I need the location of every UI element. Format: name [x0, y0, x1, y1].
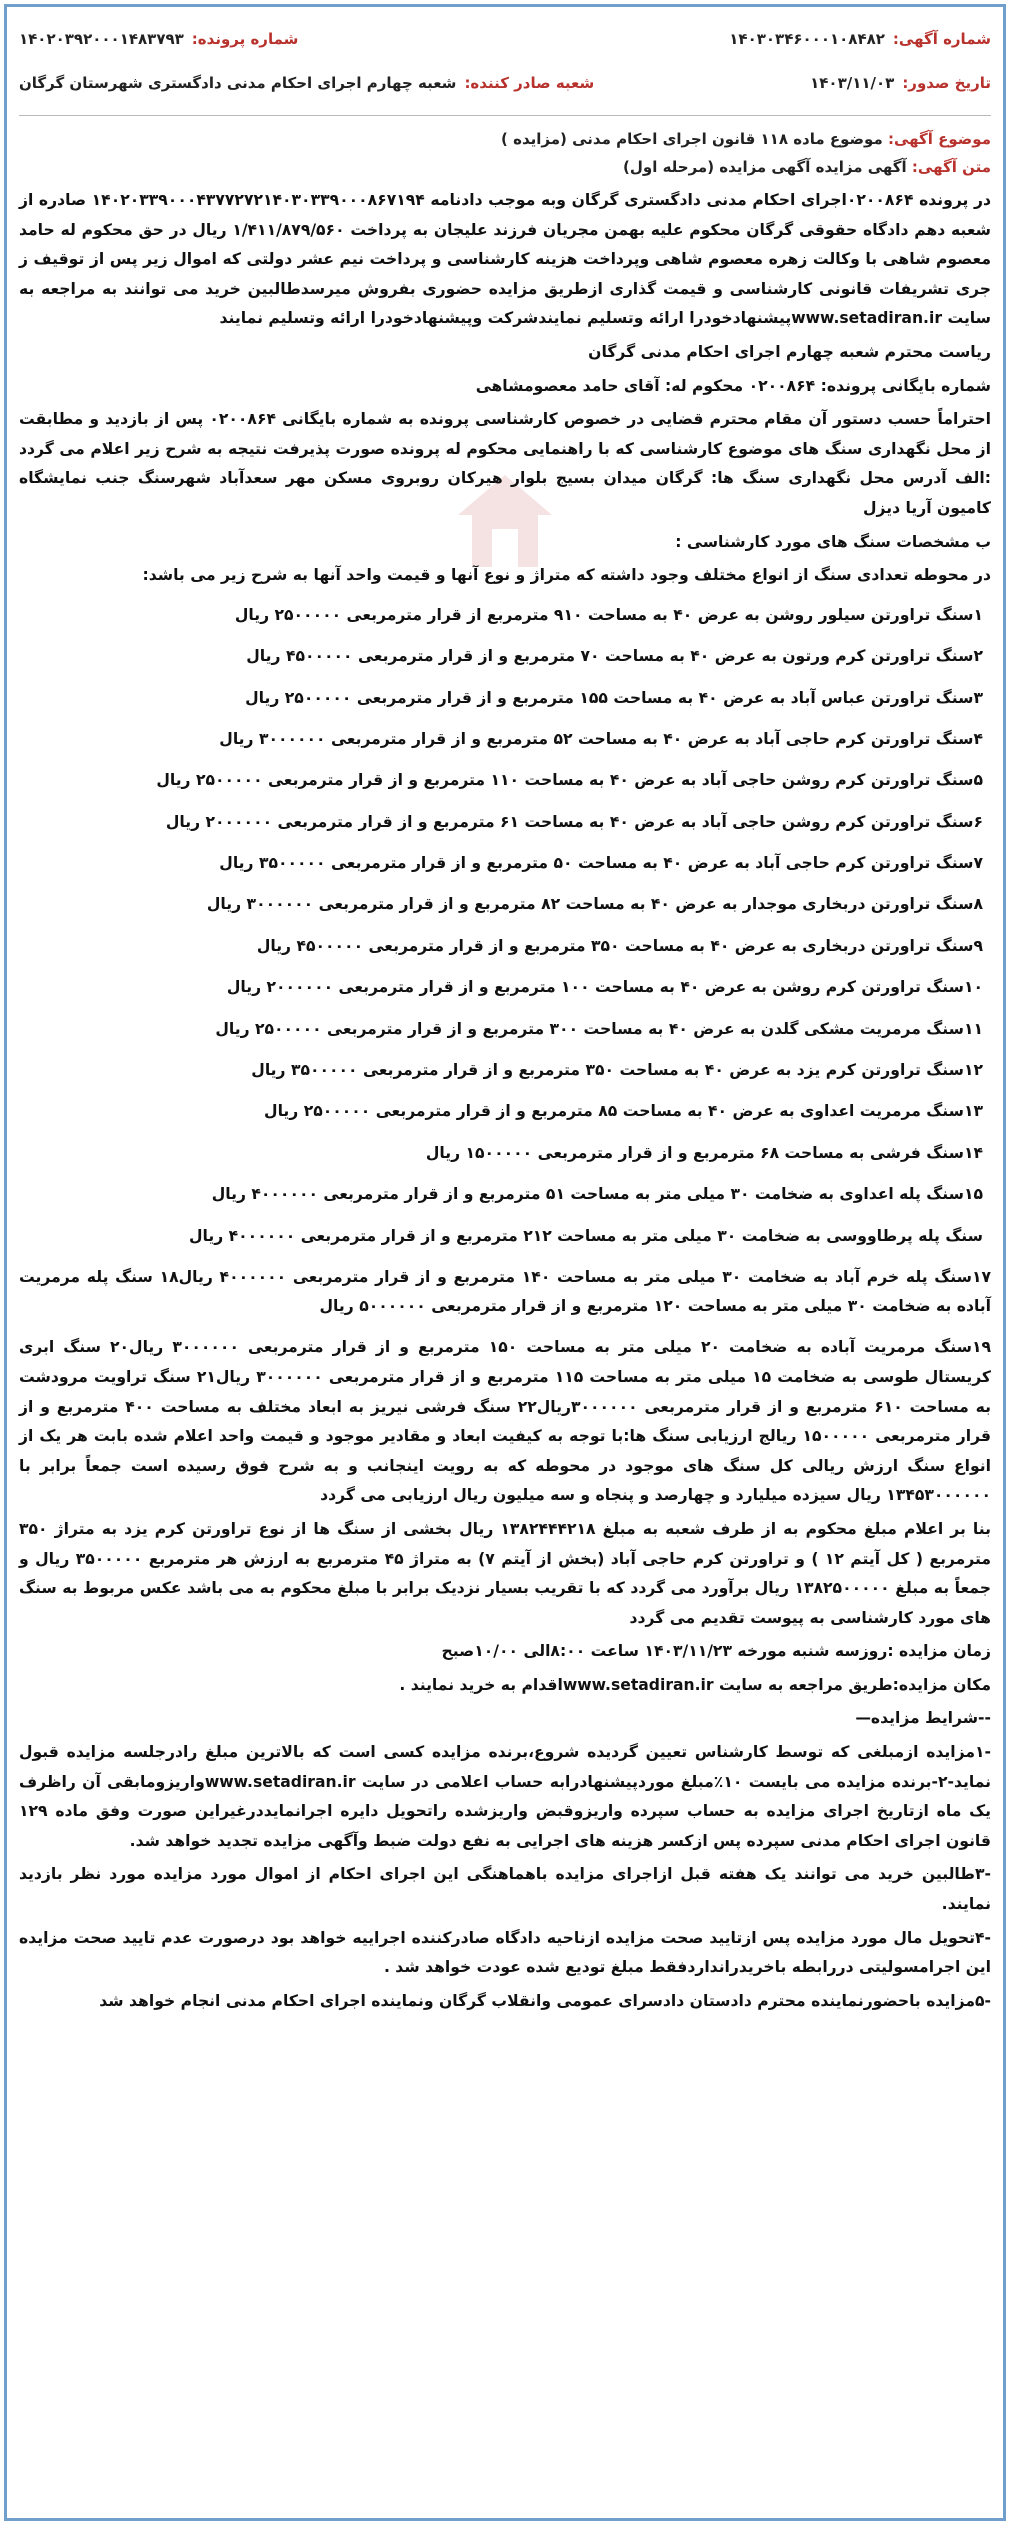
ad-body — [19, 186, 991, 591]
spec-heading: ب مشخصات سنگ های مورد کارشناسی : — [675, 532, 991, 551]
conditions-heading: --شرایط مزایده— — [855, 1709, 991, 1728]
issuer-label: شعبه صادر کننده: — [464, 74, 595, 92]
subject-label: موضوع آگهی: — [887, 130, 991, 148]
issue-date-label: تاریخ صدور: — [902, 74, 991, 92]
list-item: ۱۳سنگ مرمریت اعداوی به عرض ۴۰ به مساحت ۸۵ مترمربع و از قرار مترمربعی ۲۵۰۰۰۰۰ ریال — [264, 1102, 983, 1121]
list-item: ۹سنگ تراورتن دربخاری به عرض ۴۰ به مساحت ۳۵۰ مترمربع و از قرار مترمربعی ۴۵۰۰۰۰۰ ریال — [256, 936, 983, 955]
ad-text-row — [19, 158, 991, 176]
issuer — [19, 74, 594, 92]
issue-date — [810, 74, 991, 92]
auction-place: مکان مزایده:طریق مراجعه به سایت www.setadiran.irاقدام به خرید نمایند . — [399, 1675, 991, 1694]
subject-value: موضوع ماده ۱۱۸ قانون اجرای احکام مدنی (مزایده ) — [501, 130, 883, 148]
list-item: سنگ پله پرطاووسی به ضخامت ۳۰ میلی متر به مساحت ۲۱۲ مترمربع و از قرار مترمربعی ۴۰۰۰۰۰۰ ریال — [188, 1226, 983, 1245]
judgment-amount-paragraph: بنا بر اعلام مبلغ محکوم به از طرف شعبه به مبلغ ۱۳۸۲۴۴۴۲۱۸ ریال بخشی از سنگ ها از نوع تراورتن کرم یزد به متراژ ۳۵۰ مترمربع ( کل آیتم ۱۲ ) و تراورتن کرم حاجی آباد (بخش از آیتم ۷) به متراژ ۴۵ مترمربع به ارزش هر مترمربع ۳۵۰۰۰۰۰ ریال و جمعاً به مبلغ ۱۳۸۲۵۰۰۰۰۰ ریال برآورد می گردد که با تقریب بسیار نزدیک برابر با مبلغ محکوم به می باشد عکس مربوط به سنگ های مورد کارشناسی به پیوست تقدیم می گردد — [19, 1519, 991, 1627]
list-item: ۶سنگ تراورتن کرم روشن حاجی آباد به عرض ۴۰ به مساحت ۶۱ مترمربع و از قرار مترمربعی ۲۰۰۰۰۰۰ ریال — [165, 812, 983, 831]
case-number-value: ۱۴۰۲۰۳۹۲۰۰۰۱۴۸۳۷۹۳ — [19, 30, 184, 48]
list-item: ۱۱سنگ مرمریت مشکی گلدن به عرض ۴۰ به مساحت ۳۰۰ مترمربع و از قرار مترمربعی ۲۵۰۰۰۰۰ ریال — [215, 1019, 983, 1038]
condition-3: -۳طالبین خرید می توانند یک هفته قبل ازاجرای مزایده باهماهنگی این اجرای احکام از اموال مورد مزایده مورد نظر بازدید نمایند. — [19, 1865, 991, 1914]
ad-text-label: متن آگهی: — [911, 158, 991, 176]
list-item: ۱۲سنگ تراورتن کرم یزد به عرض ۴۰ به مساحت ۳۵۰ مترمربع و از قرار مترمربعی ۳۵۰۰۰۰۰ ریال — [251, 1061, 983, 1080]
auction-time: زمان مزایده :روزسه شنبه مورخه ۱۴۰۳/۱۱/۲۳ ساعت ۸:۰۰الی ۱۰/۰۰صبح — [441, 1642, 991, 1661]
list-item: ۳سنگ تراورتن عباس آباد به عرض ۴۰ به مساحت ۱۵۵ مترمربع و از قرار مترمربعی ۲۵۰۰۰۰۰ ریال — [245, 688, 983, 707]
case-number-label: شماره پرونده: — [191, 30, 299, 48]
ad-number-label: شماره آگهی: — [892, 30, 991, 48]
addressee-line: ریاست محترم شعبه چهارم اجرای احکام مدنی گرگان — [588, 342, 991, 361]
list-item: ۱۴سنگ فرشی به مساحت ۶۸ مترمربع و از قرار مترمربعی ۱۵۰۰۰۰۰ ریال — [425, 1143, 983, 1162]
list-item: ۴سنگ تراورتن کرم حاجی آباد به عرض ۴۰ به مساحت ۵۲ مترمربع و از قرار مترمربعی ۳۰۰۰۰۰۰ ریال — [219, 729, 983, 748]
condition-5: -۵مزایده باحضورنماینده محترم دادستان دادسرای عمومی وانقلاب گرگان ونماینده اجرای احکام مدنی انجام خواهد شد — [99, 1991, 991, 2010]
issuer-value: شعبه چهارم اجرای احکام مدنی دادگستری شهرستان گرگان — [19, 74, 457, 92]
list-item: ۵سنگ تراورتن کرم روشن حاجی آباد به عرض ۴۰ به مساحت ۱۱۰ مترمربع و از قرار مترمربعی ۲۵۰۰۰۰۰ ریال — [156, 771, 983, 790]
header-divider — [19, 115, 991, 116]
condition-1-2: -۱مزایده ازمبلغی که توسط کارشناس تعیین گردیده شروع،برنده مزایده کسی است که بالاترین مبلغ رادرجلسه مزایده قبول نماید-۲-برنده مزایده می بایست ۱۰٪مبلغ موردپیشنهادرابه حساب اعلامی در سایت www.setadiran.irواریزومابقی آن راظرف یک ماه ازتاریخ اجرای مزایده به حساب سپرده واریزوقبض واریزشده راتحویل دایره اجرانمایددرغیراین صورت وفق ماده ۱۲۹ قانون اجرای احکام مدنی سپرده پس ازکسر هزینه های اجرایی به نفع دولت ضبط وآگهی مزایده تجدید خواهد شد. — [19, 1743, 992, 1850]
valuation-paragraph: ۱۹سنگ مرمریت آباده به ضخامت ۲۰ میلی متر به مساحت ۱۵۰ مترمربع و از قرار مترمربعی ۳۰۰۰۰۰۰ ریال۲۰ سنگ ابری کریستال طوسی به ضخامت ۱۵ میلی متر به مساحت ۱۱۵ مترمربع و از قرار مترمربعی ۳۰۰۰۰۰۰ ریال۲۱ سنگ تراویت مرودشت به مساحت ۶۱۰ مترمربع و از قرار مترمربعی ۳۰۰۰۰۰۰ریال۲۲ سنگ فرشی نیریز به ابعاد مختلف به مساحت ۴۰۰ مترمربع و از قرار مترمربعی ۱۵۰۰۰۰۰ ریالج ارزیابی سنگ ها:با توجه به کیفیت ابعاد و مقادیر موجود و قیمت واحد اعلام شده بابت هر یک از انواع سنگ ارزش ریالی کل سنگ های موجود در محوطه که به رویت اینجانب و به شرح فوق رسیده است جمعاً برابر با ۱۳۴۵۳۰۰۰۰۰۰ ریال سیزده میلیارد و چهارصد و پنجاه و سه میلیون ریال ارزیابی می گردد — [19, 1338, 992, 1505]
ad-text-value: آگهی مزایده آگهی مزایده (مرحله اول) — [623, 158, 907, 176]
issue-date-value: ۱۴۰۳/۱۱/۰۳ — [810, 74, 895, 92]
list-item: ۱۰سنگ تراورتن کرم روشن به عرض ۴۰ به مساحت ۱۰۰ مترمربع و از قرار مترمربعی ۲۰۰۰۰۰۰ ریال — [226, 978, 983, 997]
header-row-2 — [19, 61, 991, 105]
list-item: ۱۷سنگ پله خرم آباد به ضخامت ۳۰ میلی متر به مساحت ۱۴۰ مترمربع و از قرار مترمربعی ۴۰۰۰۰۰۰ ریال۱۸ سنگ پله مرمریت آباده به ضخامت ۳۰ میلی متر به مساحت ۱۲۰ مترمربع و از قرار مترمربعی ۵۰۰۰۰۰۰ ریال — [19, 1267, 991, 1315]
list-item: ۱سنگ تراورتن سیلور روشن به عرض ۴۰ به مساحت ۹۱۰ مترمربع از قرار مترمربعی ۲۵۰۰۰۰۰ ریال — [234, 605, 983, 624]
spec-intro: در محوطه تعدادی سنگ از انواع مختلف وجود داشته که متراژ و نوع آنها و قیمت واحد آنها به شرح زیر می باشد: — [142, 566, 991, 585]
header-row-1 — [19, 17, 991, 61]
stone-list — [19, 601, 991, 1321]
condition-4: -۴تحویل مال مورد مزایده پس ازتایید صحت مزایده ازناحیه دادگاه صادرکننده اجراییه خواهد بود درصورت عدم تایید صحت مزایده این اجرامسولیتی دررابطه باخریدرانداردفقط مبلغ تودیع شده عودت خواهد شد . — [19, 1928, 991, 1977]
ad-number-value: ۱۴۰۳۰۳۴۶۰۰۰۱۰۸۴۸۲ — [729, 30, 885, 48]
list-item: ۲سنگ تراورتن کرم ورتون به عرض ۴۰ به مساحت ۷۰ مترمربع و از قرار مترمربعی ۴۵۰۰۰۰۰ ریال — [246, 647, 983, 666]
case-number — [19, 30, 298, 48]
ad-frame — [4, 4, 1006, 2521]
expert-report-paragraph: احتراماً حسب دستور آن مقام محترم قضایی در خصوص کارشناسی پرونده به شماره بایگانی ۰۲۰۰۸۶۴ پس از بازدید و مطابقت از محل نگهداری سنگ های موضوع کارشناسی که با راهنمایی محکوم له پرونده صورت پذیرفت نتیجه به شرح زیر اعلام می گردد :الف آدرس محل نگهداری سنگ ها: گرگان میدان بسیج بلوار هیرکان روبروی مسکن مهر سعدآباد شهرسنگ جنب نمایشگاه کامیون آریا دیزل — [19, 410, 991, 517]
subject-row — [19, 130, 991, 148]
list-item: ۷سنگ تراورتن کرم حاجی آباد به عرض ۴۰ به مساحت ۵۰ مترمربع و از قرار مترمربعی ۳۵۰۰۰۰۰ ریال — [219, 854, 983, 873]
case-paragraph: در پرونده ۰۲۰۰۸۶۴اجرای احکام مدنی دادگستری گرگان وبه موجب دادنامه ۱۴۰۲۰۳۳۹۰۰۰۴۳۷۷۲۷۲۱۴۰۳۰۳۳۹۰۰۰۸۶۷۱۹۴ صادره از شعبه دهم دادگاه حقوقی گرگان محکوم علیه بهمن مجریان فرزند علیجان به پرداخت ۱/۴۱۱/۸۷۹/۵۶۰ ریال در حق محکوم له حامد معصوم شاهی با وکالت زهره معصوم شاهی وپرداخت هزینه کارشناسی و پرداخت نیم عشر دولتی که اموال زیر پس از توقیف ز جری تشریفات قانونی کارشناسی و قیمت گذاری ازطریق مزایده حضوری بفروش میرسدطالبین خرید می توانند به مراجعه به سایت www.setadiran.irپیشنهادخودرا ارائه وتسلیم نمایندشرکت وپیشنهادخودرا ارائه وتسلیم نمایند — [19, 191, 991, 328]
archive-line: شماره بایگانی پرونده: ۰۲۰۰۸۶۴ محکوم له: آقای حامد معصومشاهی — [475, 376, 991, 395]
closing-body — [19, 1333, 991, 2016]
ad-number — [729, 30, 991, 48]
list-item: ۸سنگ تراورتن دربخاری موجدار به عرض ۴۰ به مساحت ۸۲ مترمربع و از قرار مترمربعی ۳۰۰۰۰۰۰ ریال — [206, 895, 983, 914]
list-item: ۱۵سنگ پله اعداوی به ضخامت ۳۰ میلی متر به مساحت ۵۱ مترمربع و از قرار مترمربعی ۴۰۰۰۰۰۰ ریال — [211, 1185, 983, 1204]
ad-content — [19, 17, 991, 2020]
